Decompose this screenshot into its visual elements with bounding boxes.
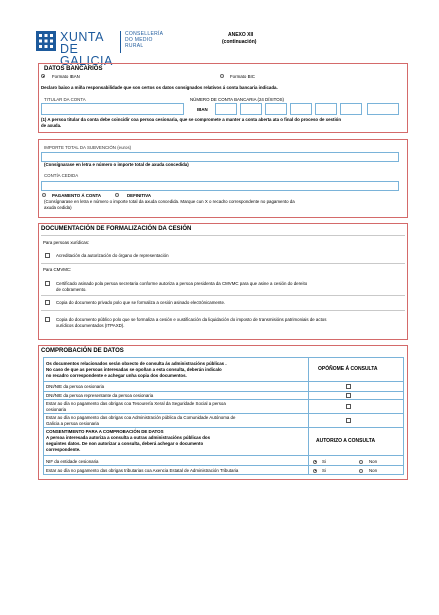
account-digits-3[interactable] xyxy=(265,103,287,115)
oppose-header: OPÓÑOME Á CONSULTA xyxy=(318,366,378,372)
ministry-line: DO MEDIO xyxy=(125,37,153,44)
brand-name: XUNTA DE GALICIA xyxy=(60,30,113,68)
holder-input[interactable] xyxy=(41,103,184,115)
divider xyxy=(41,295,405,296)
bank-note-line2: de axuda. xyxy=(41,123,62,128)
oppose-representative-checkbox[interactable] xyxy=(346,393,351,398)
divider xyxy=(41,235,405,236)
divider xyxy=(41,263,405,264)
payment-account-label: PAGAMENTO Á CONTA xyxy=(52,192,102,198)
consent-title: CONSENTIMENTO PARA A COMPROBACIÓN DE DATOS xyxy=(46,429,164,434)
table-row: Estar ao día no pagamento das obrigas coa Administración pública da Comunidade Autónoma de xyxy=(46,415,236,420)
holder-label: TITULAR DA CONTA xyxy=(44,97,86,102)
doc-private-copy-label: Copia do documento privado polo que se formaliza a cesión asinado electrónicamente. xyxy=(56,300,226,305)
account-digits-4[interactable] xyxy=(290,103,312,115)
xunta-logo-icon xyxy=(36,31,56,51)
bank-title: DATOS BANCARIOS xyxy=(44,66,103,72)
definitive-radio[interactable] xyxy=(115,193,119,197)
ceded-label: CONTÍA CEDIDA xyxy=(44,173,79,178)
amount-label: IMPORTE TOTAL DA SUBVENCIÓN (euros) xyxy=(44,145,132,150)
table-row-cont: Galicia a persoa cesionaria xyxy=(46,421,99,426)
bank-note-line1: (1) A persoa titular da conta debe coincidir coa persoa cesionaria, que se compromete a manter a conta aberta ata o final do proceso de xestión xyxy=(41,117,342,122)
verification-intro-line2: No caso de que as persoas interesadas se opoñan a esta consulta, deberán indicalo xyxy=(46,367,222,372)
authorize-header: AUTORIZO A CONSULTA xyxy=(316,438,376,444)
consent-line2: seguintes datos. De non autorizar a consulta, deberá achegar o documento xyxy=(46,441,204,446)
doc-public-copy-line1: Copia do documento público polo que se formaliza a cesión e xustificación da liquidación do imposto de transmisións patrimoniais de actos xyxy=(56,317,327,322)
consent-line1: A persoa interesada autoriza a consulta a outras administracións públicas dos xyxy=(46,435,211,440)
doc-certificate-checkbox[interactable] xyxy=(45,281,50,286)
table-row-cont: cesionaria xyxy=(46,407,67,412)
account-digits-2[interactable] xyxy=(240,103,262,115)
ministry-line: RURAL xyxy=(125,43,144,50)
nif-yes-radio[interactable] xyxy=(313,460,317,464)
definitive-label: DEFINITIVA xyxy=(127,192,152,198)
ceded-note-line2: axuda cedida) xyxy=(44,205,72,210)
ministry-line: CONSELLERÍA xyxy=(125,31,164,37)
table-row-divider xyxy=(43,427,404,428)
consent-row-tax: Estar ao día no pagamento das obrigas tributarias coa Axencia Estatal de Administración Tributaria xyxy=(46,468,239,473)
doc-public-copy-checkbox[interactable] xyxy=(45,317,50,322)
verification-title: COMPROBACIÓN DE DATOS xyxy=(41,348,124,354)
table-row-divider xyxy=(43,391,404,392)
annex-subtitle: (continuación) xyxy=(222,39,257,45)
bank-declaration: Declaro baixo a miña responsabilidade que son certos os datos consignados relativos á conta bancaria indicada. xyxy=(41,85,278,90)
oppose-galicia-checkbox[interactable] xyxy=(346,418,351,423)
account-digits-7[interactable] xyxy=(367,103,399,115)
amount-panel xyxy=(38,139,408,218)
table-row-divider xyxy=(43,413,404,414)
no-label: Non xyxy=(369,468,378,473)
ceded-input[interactable] xyxy=(41,181,399,191)
docs-group-cmvmc: Para CMVMC: xyxy=(43,267,72,272)
table-row: Estar ao día no pagamento das obrigas coa Tesourería Xeral da Seguridade Social a persoa xyxy=(46,401,226,406)
table-row-divider xyxy=(43,465,404,466)
yes-label: Si xyxy=(322,468,326,473)
table-row: DNI/NIE da persoa cesionaria xyxy=(46,384,105,389)
bic-radio[interactable] xyxy=(220,74,224,78)
nif-no-radio[interactable] xyxy=(359,460,363,464)
verification-intro-line3: no recadro correspondente e achegar unha copia dos documentos. xyxy=(46,373,187,378)
payment-account-radio[interactable] xyxy=(42,193,46,197)
iban-radio[interactable] xyxy=(41,74,45,78)
amount-note: (Consígnarase en letra e número o importe total de axuda concedida) xyxy=(44,162,189,167)
ceded-note-line1: (Consígnarase en letra e número o importe total da axuda concedida. Marque cun X o recadro correspondente no pagamento da xyxy=(44,199,295,204)
annex-title: ANEXO XII xyxy=(228,32,254,38)
table-column-divider xyxy=(308,357,309,475)
consent-row-nif: NIF da entidade cesionaria xyxy=(46,459,99,464)
oppose-dni-checkbox[interactable] xyxy=(346,384,351,389)
bic-option-label: Formato BIC xyxy=(230,73,255,79)
doc-authorization-label: Acreditación da autorización do órgano de representación xyxy=(56,253,169,258)
no-label: Non xyxy=(369,459,378,464)
account-digits-6[interactable] xyxy=(340,103,362,115)
doc-private-copy-checkbox[interactable] xyxy=(45,300,50,305)
account-label: NÚMERO DE CONTA BANCARIA (24 DÍXITOS) xyxy=(190,97,285,102)
doc-certificate-line1: Certificado asinado pola persoa secretaria conforme autoriza a persoa presidenta da CMVMC para que asine a cesión do dereito xyxy=(56,281,308,286)
iban-label: IBAN xyxy=(197,107,208,112)
tax-no-radio[interactable] xyxy=(359,469,363,473)
yes-label: Si xyxy=(322,459,326,464)
tax-yes-radio[interactable] xyxy=(313,469,317,473)
ministry-name xyxy=(125,31,163,50)
doc-certificate-line2: de cobramento. xyxy=(56,287,87,292)
doc-authorization-checkbox[interactable] xyxy=(45,253,50,258)
amount-input[interactable] xyxy=(41,152,399,162)
verification-intro-line1: Os documentos relacionados serán obxecto de consulta ás administracións públicas . xyxy=(46,361,227,366)
account-digits-1[interactable] xyxy=(215,103,237,115)
table-row-divider xyxy=(43,455,404,456)
documents-title: DOCUMENTACIÓN DE FORMALIZACIÓN DA CESIÓN xyxy=(41,226,192,232)
docs-group-legal: Para persoas xurídicas: xyxy=(43,240,90,245)
table-row-divider xyxy=(43,381,404,382)
table-row-divider xyxy=(43,399,404,400)
iban-option-label: Formato IBAN xyxy=(52,73,80,79)
header-divider xyxy=(120,31,121,53)
account-digits-5[interactable] xyxy=(315,103,337,115)
doc-public-copy-line2: xurídicos documentados (ITPAXD). xyxy=(56,323,125,328)
table-row: DNI/NIE da persoa representante da persoa cesionaria xyxy=(46,393,154,398)
divider xyxy=(41,310,405,311)
oppose-social-security-checkbox[interactable] xyxy=(346,404,351,409)
consent-line3: correspondente. xyxy=(46,447,81,452)
